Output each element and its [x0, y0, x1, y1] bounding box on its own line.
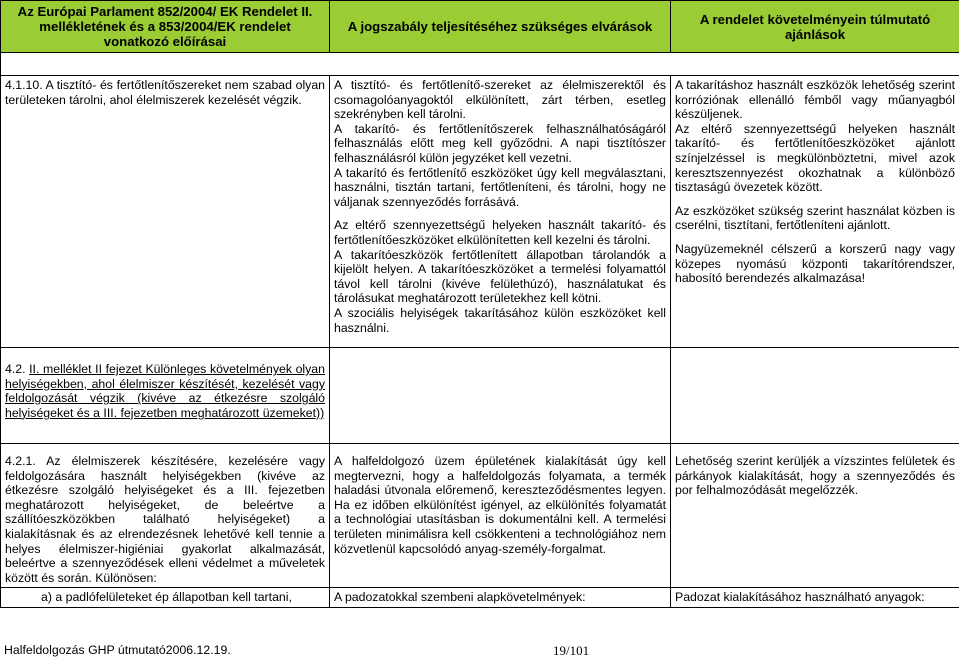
paragraph: Az eltérő szennyezettségű helyeken használt takarító- és fertőtlenítőeszközöket elkülönítetten kell kezelni és tárolni. — [334, 218, 666, 247]
paragraph: A takarító és fertőtlenítő eszközöket úgy kell megválasztani, használni, tisztán tartani, fertőtleníteni, és tárolni, hogy ne váljanak szennyeződés forrásává. — [334, 165, 666, 209]
header-regulation: Az Európai Parlament 852/2004/ EK Rendelet II. mellékletének és a 853/2004/EK rendelet vonatkozó előírásai — [1, 1, 330, 53]
spacer-row — [1, 53, 959, 76]
footer-page-number: 19/101 — [553, 643, 590, 658]
row-4-2-1-recommendations: Lehetőség szerint kerüljék a vízszintes felületek és párkányok kialakítását, hogy a szennyeződés és por felhalmozódását megelőzzék. — [671, 444, 959, 588]
row-a-regulation: a) a padlófelületeket ép állapotban kell tartani, — [1, 588, 330, 608]
row-4-2-expectations — [330, 348, 671, 444]
row-4-1-10-recommendations — [671, 76, 959, 348]
row-a-expectations: A padozatokkal szembeni alapkövetelmények: — [330, 588, 671, 608]
row-4-2-1 — [1, 444, 959, 588]
paragraph: A szociális helyiségek takarításához külön eszközöket kell használni. — [334, 305, 666, 335]
row-4-2-recommendations — [671, 348, 959, 444]
row-4-2-1-regulation: 4.2.1. Az élelmiszerek készítésére, kezelésére vagy feldolgozására használt helyiségekben (kivéve az étkezésre szolgáló helyiségeket és a III. fejezetben meghatározott helyiségeket, de beleértve a szállítóeszközökben található helyiségeket) a kialakításnak és az elrendezésnek lehetővé kell tennie a helyes élelmiszer-higiéniai gyakorlat alkalmazását, beleértve a szennyeződések elleni védelmet a műveletek között és során. Különösen: — [1, 444, 330, 588]
table-header-row — [1, 1, 959, 53]
paragraph: Az eltérő szennyezettségű helyeken használt takarító- és fertőtlenítőeszközöket ajánlott színjelzéssel is megkülönböztetni, mivel azok keresztszennyezést okozhatnak a különböző tisztaságú övezetek között. — [675, 121, 955, 195]
header-expectations: A jogszabály teljesítéséhez szükséges elvárások — [330, 1, 671, 53]
row-a-recommendations: Padozat kialakításához használható anyagok: — [671, 588, 959, 608]
section-number: 4.2. — [5, 362, 30, 376]
section-title: II. melléklet II fejezet Különleges követelmények olyan helyiségekben, ahol élelmiszer készítését, kezelését vagy feldolgozását végzik (kivéve az étkezésre szolgáló helyiségeket és a III. fejezetben meghatározott üzemeket)) — [5, 362, 325, 420]
paragraph: A takarításhoz használt eszközök lehetőség szerint korróziónak ellenálló fémből vagy műanyagból készüljenek. — [675, 78, 955, 122]
row-4-2 — [1, 348, 959, 444]
footer-document-title: Halfeldolgozás GHP útmutató2006.12.19. — [4, 643, 231, 657]
row-4-1-10-expectations — [330, 76, 671, 348]
paragraph: A tisztító- és fertőtlenítő-szereket az élelmiszerektől és csomagolóanyagoktól elkülönített, zárt térben, esetleg szekrényben kell tárolni. — [334, 78, 666, 122]
row-4-2-1-expectations: A halfeldolgozó üzem épületének kialakítását úgy kell megtervezni, hogy a halfeldolgozás folyamata, a termék haladási útvonala előremenő, kereszteződésmentes legyen. Ha ez időben elkülönítést igényel, az elkülönítés folyamatát a technológiai utasításban is dokumentálni kell. A termelési területen minimálisra kell csökkenteni a technológiához nem közvetlenül kapcsolódó anyag-személy-forgalmat. — [330, 444, 671, 588]
paragraph: A takarító- és fertőtlenítőszerek felhasználhatóságáról felhasználás előtt meg kell győződni. A napi tisztítószer felhasználásról külön jegyzéket kell vezetni. — [334, 121, 666, 165]
paragraph: Nagyüzemeknél célszerű a korszerű nagy vagy közepes nyomású központi takarítórendszer, habosító berendezés alkalmazása! — [675, 241, 955, 286]
row-4-1-10 — [1, 76, 959, 348]
header-recommendations: A rendelet követelményein túlmutató ajánlások — [671, 1, 959, 53]
row-a — [1, 588, 959, 608]
row-4-2-regulation — [1, 348, 330, 444]
paragraph: A takarítóeszközök fertőtlenített állapotban tárolandók a kijelölt helyen. A takarítóeszközöket a termelési folyamattól távol kell tárolni (kivéve felülethúzó), használatukat és tárolásukat meghatározott területekhez kell kötni. — [334, 247, 666, 306]
paragraph: Az eszközöket szükség szerint használat közben is cserélni, tisztítani, fertőtleníteni ajánlott. — [675, 203, 955, 233]
row-4-1-10-regulation: 4.1.10. A tisztító- és fertőtlenítőszereket nem szabad olyan területeken tárolni, ahol élelmiszerek kezelését végzik. — [1, 76, 330, 348]
